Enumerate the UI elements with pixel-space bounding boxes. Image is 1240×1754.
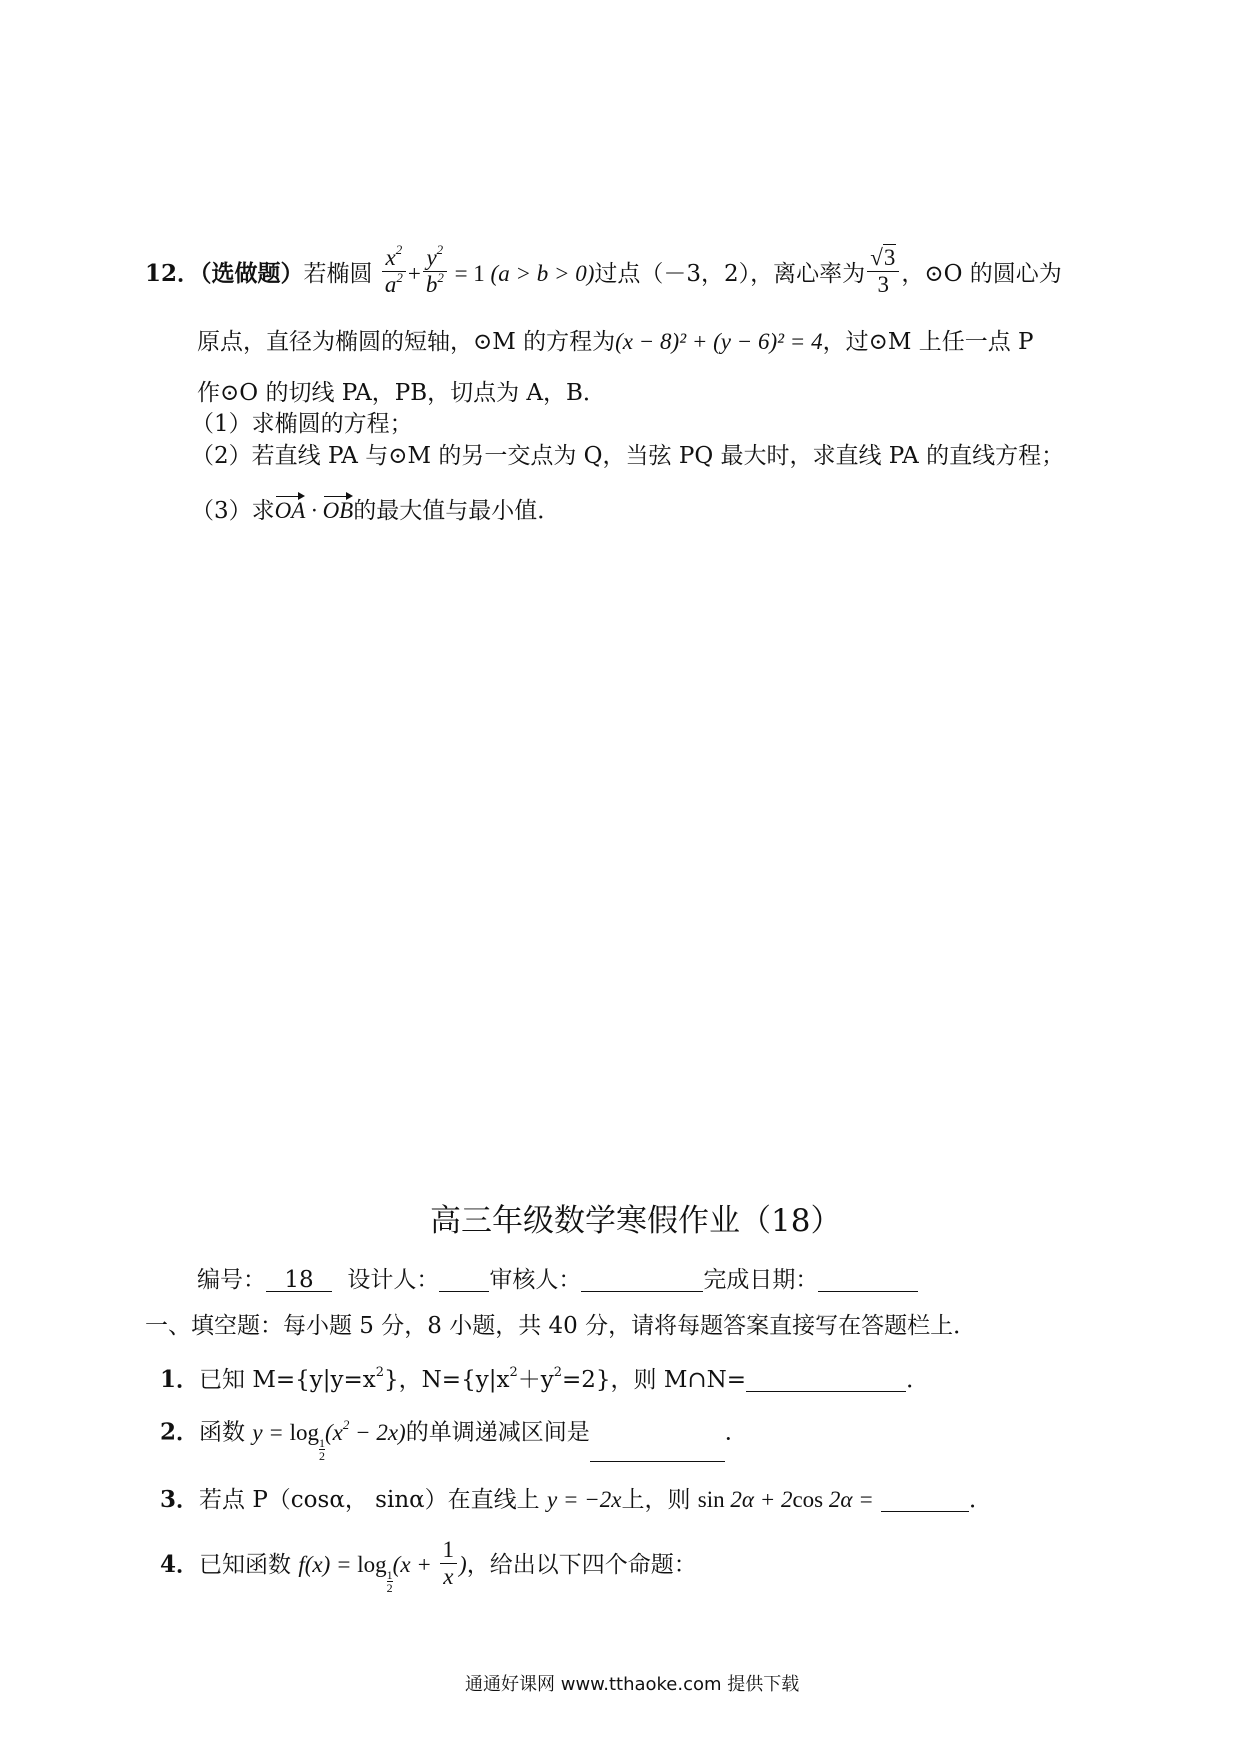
q12-tag: （选做题） bbox=[200, 259, 304, 287]
q12-part3-tail: 的最大值与最小值． bbox=[353, 498, 561, 524]
q3-end: ． bbox=[969, 1487, 993, 1513]
code-label: 编号： bbox=[197, 1267, 266, 1293]
ellipse-x-fraction: $\frac{x^2}{a^2}$ bbox=[382, 245, 406, 299]
q4 bbox=[160, 1537, 697, 1596]
reviewer-blank bbox=[581, 1269, 703, 1292]
meta-line bbox=[197, 1269, 918, 1292]
q1: 1．已知 $M=\{y|y=x^2\}$，$N=\{y|x^2+y^2=2\}$，则 M∩N= ． bbox=[160, 1365, 930, 1393]
q2-end: ． bbox=[724, 1419, 748, 1446]
q12-part2: （2）若直线 PA 与⊙M 的另一交点为 Q，当弦 PQ 最大时，求直线 PA 的直线方程； bbox=[191, 443, 1065, 469]
designer-label: 设计人： bbox=[347, 1267, 440, 1293]
q12-lead: 若椭圆 bbox=[303, 260, 373, 287]
q4-number: 4． bbox=[160, 1551, 200, 1579]
q2 bbox=[160, 1417, 748, 1463]
q12-number: 12． bbox=[145, 259, 201, 287]
q2-text-b: 的单调递减区间是 bbox=[405, 1419, 590, 1446]
q3-line-equation: y = −2x bbox=[547, 1487, 622, 1512]
q2-number: 2． bbox=[160, 1418, 200, 1446]
q12-passes: 过点（－3，2），离心率为 bbox=[594, 260, 866, 287]
q2-text-a: 函数 bbox=[199, 1419, 246, 1446]
reviewer-label: 审核人： bbox=[489, 1267, 582, 1293]
vector-oa: OA bbox=[274, 498, 306, 523]
q1-text-b: }，N={y|x bbox=[384, 1367, 510, 1393]
q4-function: f(x) = log $\frac{1}{2}(x$ + $\frac{1}{x}$ ) bbox=[298, 1537, 467, 1596]
q1-text-d: =2}，则 M∩N= bbox=[562, 1367, 747, 1393]
circle-m-equation: (x − 8)² + (y − 6)² = 4 bbox=[615, 329, 823, 354]
q12-part3-lead: （3）求 bbox=[191, 498, 275, 524]
q1-text-a: 已知 M={y|y=x bbox=[199, 1367, 376, 1393]
q3-number: 3． bbox=[160, 1486, 200, 1513]
page-title: 高三年级数学寒假作业（18） bbox=[430, 1203, 842, 1239]
section-header: 一、填空题：每小题 5 分，8 小题，共 40 分，请将每题答案直接写在答题栏上． bbox=[145, 1313, 977, 1339]
footer-credit: 通通好课网 www.tthaoke.com 提供下载 bbox=[465, 1674, 800, 1695]
q2-answer-blank bbox=[590, 1439, 725, 1462]
q12-line2 bbox=[197, 330, 1034, 354]
q1-answer-blank bbox=[746, 1369, 906, 1392]
q3-text-a: 若点 P（cosα， sinα）在直线上 bbox=[199, 1487, 540, 1513]
ellipse-y-fraction: $\frac{y^2}{b^2}$ bbox=[423, 245, 447, 299]
q1-text-c: ＋y bbox=[517, 1367, 554, 1393]
q12-part3: （3）求OA · OB的最大值与最小值． bbox=[191, 498, 561, 524]
q12-line2-text: 原点，直径为椭圆的短轴，⊙M 的方程为 bbox=[197, 329, 616, 355]
eccentricity-fraction: $\frac{√3}{3}$ bbox=[867, 245, 899, 299]
q1-end: ． bbox=[906, 1367, 930, 1393]
ellipse-condition: (a > b > 0) bbox=[490, 260, 595, 286]
q12-line3: 作⊙O 的切线 PA，PB，切点为 A，B． bbox=[197, 380, 606, 406]
q1-number: 1． bbox=[160, 1366, 200, 1393]
q3 bbox=[160, 1488, 992, 1512]
q2-function: y = log $\frac{1}{2}(x^2 - 2x)$ bbox=[252, 1417, 406, 1463]
q12-part1: （1）求椭圆的方程； bbox=[191, 411, 413, 437]
q12-line1: 12．（选做题）若椭圆 $\frac{x^2}{a^2}$ + $\frac{y^2}{b^2}$ = 1 (a > b > 0)过点（－3，2），离心率为 $\frac{√3}{3}$ ，⊙O 的圆心为 bbox=[145, 242, 1062, 298]
q12-line2-tail: ，过⊙M 上任一点 P bbox=[822, 329, 1034, 355]
q3-expression: sin 2α + 2cos 2α = bbox=[697, 1487, 874, 1512]
date-blank bbox=[818, 1269, 918, 1292]
vector-ob: OB bbox=[322, 498, 354, 523]
q12-circle-o: ，⊙O 的圆心为 bbox=[901, 260, 1062, 287]
date-label: 完成日期： bbox=[703, 1267, 819, 1293]
q4-text-b: ，给出以下四个命题： bbox=[466, 1552, 697, 1579]
code-value: 18 bbox=[266, 1269, 332, 1292]
designer-blank bbox=[439, 1269, 489, 1292]
q3-answer-blank bbox=[881, 1489, 969, 1512]
q3-text-b: 上，则 bbox=[621, 1487, 691, 1513]
q4-text-a: 已知函数 bbox=[199, 1552, 292, 1579]
